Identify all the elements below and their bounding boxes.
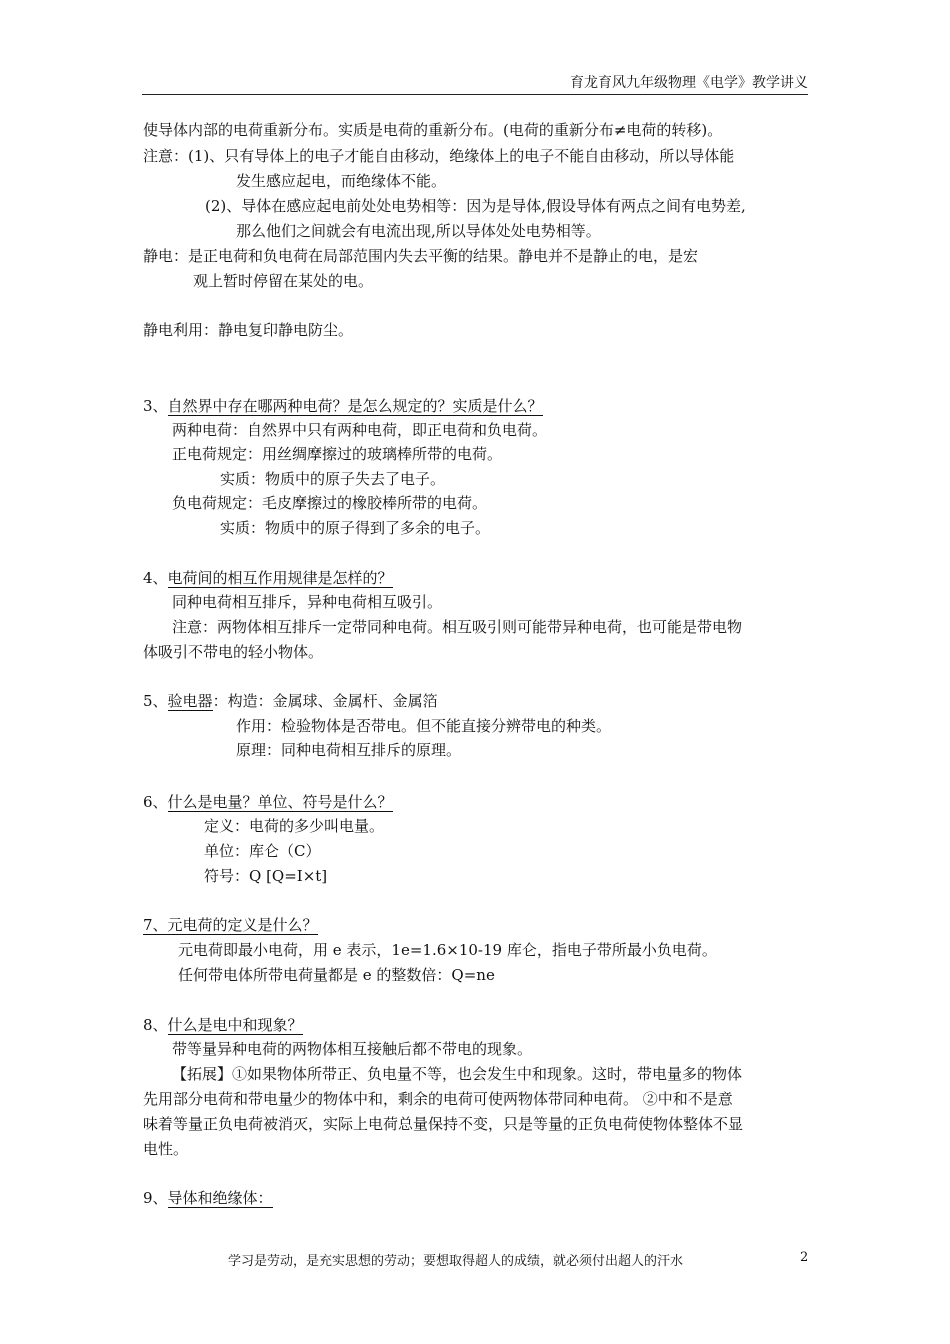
section-8-heading xyxy=(143,1015,303,1035)
note-1-line-b: 发生感应起电，而绝缘体不能。 xyxy=(236,172,447,190)
section-9-number: 9、 xyxy=(143,1189,168,1207)
section-5-number: 5、 xyxy=(143,692,168,710)
static-line-b: 观上暂时停留在某处的电。 xyxy=(193,272,374,290)
section-6-line-3: 符号：Q [Q=I×t] xyxy=(204,867,328,885)
header-rule xyxy=(142,94,808,95)
section-5-heading xyxy=(143,691,438,711)
section-7-heading xyxy=(143,915,318,935)
note-2-line-a: (2)、导体在感应起电前处处电势相等：因为是导体,假设导体有两点之间有电势差, xyxy=(205,197,746,215)
section-7-line-1: 元电荷即最小电荷，用 e 表示，1e=1.6×10-19 库仑，指电子带所最小负电荷。 xyxy=(178,941,717,959)
section-6-title: 什么是电量？单位、符号是什么？ xyxy=(167,793,393,811)
note-2-line-b: 那么他们之间就会有电流出现,所以导体处处电势相等。 xyxy=(236,222,601,240)
section-5-line-2: 作用：检验物体是否带电。但不能直接分辨带电的种类。 xyxy=(236,717,612,735)
intro-line-1: 使导体内部的电荷重新分布。实质是电荷的重新分布。(电荷的重新分布≠电荷的转移)。 xyxy=(143,121,723,139)
section-8-line-2: 【拓展】①如果物体所带正、负电量不等，也会发生中和现象。这时，带电量多的物体 xyxy=(172,1065,743,1083)
section-8-number: 8、 xyxy=(143,1016,168,1034)
page-number: 2 xyxy=(800,1250,809,1265)
section-6-heading xyxy=(143,792,393,812)
section-3-line-1: 两种电荷：自然界中只有两种电荷，即正电荷和负电荷。 xyxy=(172,421,548,439)
section-5-line-1: ：构造：金属球、金属杆、金属箔 xyxy=(212,692,438,710)
section-6-line-1: 定义：电荷的多少叫电量。 xyxy=(204,817,385,835)
section-4-title: 电荷间的相互作用规律是怎样的？ xyxy=(167,569,393,587)
section-6-number: 6、 xyxy=(143,793,168,811)
section-4-line-2a: 注意：两物体相互排斥一定带同种电荷。相互吸引则可能带异种电荷，也可能是带电物 xyxy=(172,618,743,636)
note-1-line-a: 注意：(1)、只有导体上的电子才能自由移动，绝缘体上的电子不能自由移动，所以导体能 xyxy=(143,147,735,165)
section-9-heading xyxy=(143,1188,273,1208)
section-7-title: 7、元电荷的定义是什么？ xyxy=(143,916,318,934)
section-4-line-1: 同种电荷相互排斥，异种电荷相互吸引。 xyxy=(172,593,443,611)
section-8-line-1: 带等量异种电荷的两物体相互接触后都不带电的现象。 xyxy=(172,1040,533,1058)
header-title: 育龙育风九年级物理《电学》教学讲义 xyxy=(570,75,808,91)
section-4-line-2b: 体吸引不带电的轻小物体。 xyxy=(143,643,324,661)
section-8-line-4: 味着等量正负电荷被消灭，实际上电荷总量保持不变，只是等量的正负电荷使物体整体不显 xyxy=(143,1115,744,1133)
section-3-heading xyxy=(143,396,543,416)
section-3-line-2: 正电荷规定：用丝绸摩擦过的玻璃棒所带的电荷。 xyxy=(172,445,503,463)
section-4-number: 4、 xyxy=(143,569,168,587)
section-3-line-5: 实质：物质中的原子得到了多余的电子。 xyxy=(220,519,491,537)
section-8-title: 什么是电中和现象？ xyxy=(167,1016,303,1034)
section-3-title: 自然界中存在哪两种电荷？是怎么规定的？实质是什么？ xyxy=(167,397,543,415)
section-4-heading xyxy=(143,568,393,588)
section-3-line-4: 负电荷规定：毛皮摩擦过的橡胶棒所带的电荷。 xyxy=(172,494,488,512)
section-8-line-3: 先用部分电荷和带电量少的物体中和，剩余的电荷可使两物体带同种电荷。 ②中和不是意 xyxy=(143,1090,733,1108)
section-8-line-5: 电性。 xyxy=(143,1140,189,1158)
footer-motto: 学习是劳动，是充实思想的劳动；要想取得超人的成绩，就必须付出超人的汗水 xyxy=(228,1254,684,1269)
section-5-line-3: 原理：同种电荷相互排斥的原理。 xyxy=(236,741,462,759)
section-5-title: 验电器 xyxy=(167,692,213,710)
section-7-line-2: 任何带电体所带电荷量都是 e 的整数倍：Q=ne xyxy=(178,966,495,984)
section-3-line-3: 实质：物质中的原子失去了电子。 xyxy=(220,470,446,488)
section-9-title: 导体和绝缘体： xyxy=(167,1189,273,1207)
section-6-line-2: 单位：库仑（C） xyxy=(204,842,321,860)
static-use: 静电利用：静电复印静电防尘。 xyxy=(143,321,354,339)
section-3-number: 3、 xyxy=(143,397,168,415)
static-line-a: 静电：是正电荷和负电荷在局部范围内失去平衡的结果。静电并不是静止的电，是宏 xyxy=(143,247,699,265)
